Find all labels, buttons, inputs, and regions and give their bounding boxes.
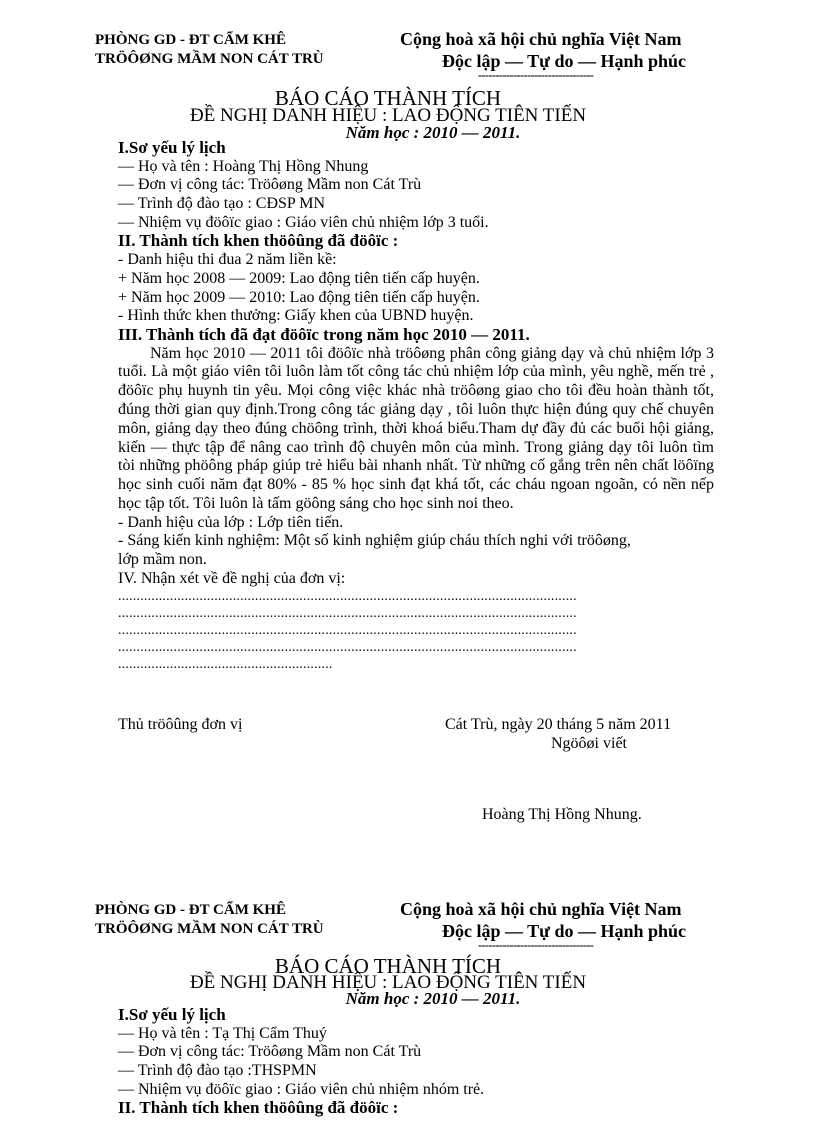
section-heading: IV. Nhận xét về đề nghị của đơn vị: xyxy=(118,569,346,587)
national-motto xyxy=(400,898,686,942)
achievement-paragraph: Năm học 2010 — 2011 tôi đöôïc nhà tröôøng phân công giảng dạy và chủ nhiệm lớp 3 tuổi. Là một giáo viên tôi luôn làm tốt công tác chủ nhiệm lớp của mình, yêu nghề, mến trẻ , đöôïc phụ huynh tin yêu. Mọi công việc khác nhà tröôøng giao cho tôi đều hoàn thành tốt, đúng thời gian quy định.Trong công tác giảng dạy , tôi luôn thực hiện đúng quy chế chuyên môn, giảng dạy theo đúng chöông trình, thời khoá biểu.Tham dự đầy đủ các buổi hội giảng, kiến — thực tập để nâng cao trình độ chuyên môn của mình. Trong giảng dạy tôi luôn tìm tòi những phöông pháp giúp trẻ hiểu bài nhanh nhất. Từ những cố gắng trên nên chất löôïng học sinh cuối năm đạt 80% - 85 % học sinh đạt khá tốt, các cháu ngoan ngoãn, có nền nếp học tập tốt. Tôi luôn là tấm göông sáng cho học sinh noi theo. xyxy=(118,344,714,512)
motto-underline: --------------------------------- xyxy=(478,938,594,952)
comment-line: .......................................................... xyxy=(118,657,333,673)
motto-line: Độc lập — Tự do — Hạnh phúc xyxy=(442,921,687,941)
republic-line: Cộng hoà xã hội chủ nghĩa Việt Nam xyxy=(400,899,682,919)
comment-line: ............................................................................................................................ xyxy=(118,623,577,639)
report-subtitle: ĐỀ NGHỊ DANH HIỆU : LAO ĐỘNG TIÊN TIẾN xyxy=(189,105,587,126)
work-unit: — Đơn vị công tác: Tröôøng Mầm non Cát Trù xyxy=(118,1043,422,1061)
class-title: - Danh hiệu của lớp : Lớp tiên tiến. xyxy=(118,513,344,531)
agency-header xyxy=(95,901,324,939)
section-heading: I.Sơ yếu lý lịch xyxy=(118,138,226,157)
assigned-duty: — Nhiệm vụ đöôïc giao : Giáo viên chủ nhiệm lớp 3 tuổi. xyxy=(118,213,489,231)
motto-underline: --------------------------------- xyxy=(478,68,594,82)
signing-date: Cát Trù, ngày 20 tháng 5 năm 2011 xyxy=(445,716,672,733)
award-form: - Hình thức khen thưởng: Giấy khen của UBND huyện. xyxy=(118,307,474,325)
section-heading: III. Thành tích đã đạt đöôïc trong năm học 2010 — 2011. xyxy=(118,324,530,344)
experience-initiative: - Sáng kiến kinh nghiệm: Một số kinh nghiệm giúp cháu thích nghi với tröôøng, xyxy=(118,532,631,550)
writer-label: Ngöôøi viết xyxy=(551,735,627,752)
republic-line: Cộng hoà xã hội chủ nghĩa Việt Nam xyxy=(400,29,682,49)
section-heading: I.Sơ yếu lý lịch xyxy=(118,1005,226,1024)
comment-line: ............................................................................................................................ xyxy=(118,640,577,656)
report-title: BÁO CÁO THÀNH TÍCH xyxy=(274,954,502,978)
motto-line: Độc lập — Tự do — Hạnh phúc xyxy=(442,51,687,71)
signer-name: Hoàng Thị Hồng Nhung. xyxy=(482,806,642,823)
assigned-duty: — Nhiệm vụ đöôïc giao : Giáo viên chủ nhiệm nhóm trẻ. xyxy=(118,1080,485,1098)
comment-line: ............................................................................................................................ xyxy=(118,606,577,622)
full-name: — Họ và tên : Hoàng Thị Hồng Nhung xyxy=(118,157,369,175)
school-line: TRÖÔØNG MẦM NON CÁT TRÙ xyxy=(95,51,324,67)
unit-head-label: Thủ tröôûng đơn vị xyxy=(118,716,243,733)
comment-line: ............................................................................................................................ xyxy=(118,589,577,605)
emulation-title: - Danh hiệu thi đua 2 năm liền kề: xyxy=(118,251,337,269)
report-body xyxy=(118,139,714,673)
national-motto xyxy=(400,28,686,72)
agency-header xyxy=(95,31,324,69)
report-title: BÁO CÁO THÀNH TÍCH xyxy=(274,86,502,110)
award-year-1: + Năm học 2008 — 2009: Lao động tiên tiến cấp huyện. xyxy=(118,269,480,287)
work-unit: — Đơn vị công tác: Tröôøng Mầm non Cát Trù xyxy=(118,176,422,194)
full-name: — Họ và tên : Tạ Thị Cẩm Thuý xyxy=(118,1024,327,1042)
school-line: TRÖÔØNG MẦM NON CÁT TRÙ xyxy=(95,921,324,937)
training-level: — Trình độ đào tạo :THSPMN xyxy=(118,1062,317,1080)
experience-initiative-cont: lớp mầm non. xyxy=(118,551,207,569)
section-heading: II. Thành tích khen thöôûng đã đöôïc : xyxy=(118,231,399,251)
agency-line: PHÒNG GD - ĐT CẨM KHÊ xyxy=(95,902,286,918)
school-year: Năm học : 2010 — 2011. xyxy=(345,989,521,1008)
training-level: — Trình độ đào tạo : CĐSP MN xyxy=(118,195,325,213)
school-year: Năm học : 2010 — 2011. xyxy=(345,123,521,142)
report-body xyxy=(118,1006,714,1118)
report-subtitle: ĐỀ NGHỊ DANH HIỆU : LAO ĐỘNG TIÊN TIẾN xyxy=(189,972,587,993)
agency-line: PHÒNG GD - ĐT CẨM KHÊ xyxy=(95,32,286,48)
section-heading: II. Thành tích khen thöôûng đã đöôïc : xyxy=(118,1098,399,1118)
award-year-2: + Năm học 2009 — 2010: Lao động tiên tiến cấp huyện. xyxy=(118,288,480,306)
